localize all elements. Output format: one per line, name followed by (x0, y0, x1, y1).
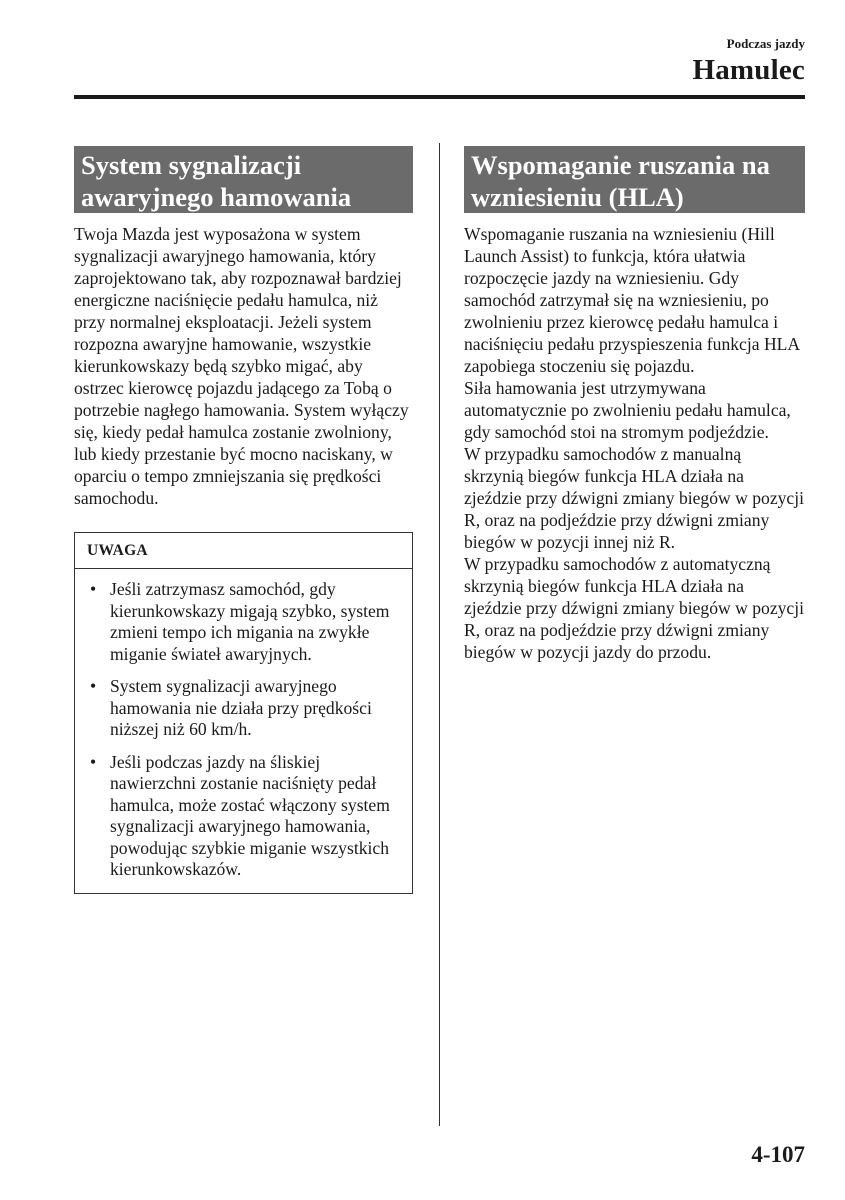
note-box (74, 532, 413, 894)
page-number: 4-107 (751, 1142, 805, 1167)
bullet-icon: • (90, 579, 97, 599)
note-item (87, 579, 400, 665)
body-paragraph: Wspomaganie ruszania na wzniesieniu (Hill Launch Assist) to funkcja, która ułatwia rozpoczęcie jazdy na wzniesieniu. Gdy samochód zatrzymał się na wzniesieniu, po zwolnieniu przez kierowcę pedału hamulca i naciśnięciu pedału przyspieszenia funkcja HLA zapobiega stoczeniu się pojazdu. (464, 224, 800, 376)
note-item-text: Jeśli zatrzymasz samochód, gdy kierunkowskazy migają szybko, system zmieni tempo ich migania na zwykłe miganie świateł awaryjnych. (110, 579, 390, 664)
heading-line: Wspomaganie ruszania na (471, 150, 770, 180)
note-list (75, 569, 412, 893)
bullet-icon: • (90, 676, 97, 696)
heading-line: System sygnalizacji (81, 150, 302, 180)
heading-emergency-brake-signal (74, 146, 413, 213)
body-paragraph: Siła hamowania jest utrzymywana automatycznie po zwolnieniu pedału hamulca, gdy samochód stoi na stromym podjeździe. (464, 378, 791, 442)
body-paragraph: W przypadku samochodów z manualną skrzynią biegów funkcja HLA działa na zjeździe przy dźwigni zmiany biegów w pozycji R, oraz na podjeździe przy dźwigni zmiany biegów w pozycji innej niż R. (464, 444, 805, 552)
note-item-text: Jeśli podczas jazdy na śliskiej nawierzchni zostanie naciśnięty pedał hamulca, może zostać włączony system sygnalizacji awaryjnego hamowania, powodując szybkie miganie wszystkich kierunkowskazów. (110, 751, 390, 879)
left-column (74, 146, 413, 894)
right-column (464, 146, 805, 663)
body-paragraph: W przypadku samochodów z automatyczną skrzynią biegów funkcja HLA działa na zjeździe przy dźwigni zmiany biegów w pozycji R, oraz na podjeździe przy dźwigni zmiany biegów w pozycji jazdy do przodu. (464, 554, 805, 662)
column-divider (439, 143, 440, 1126)
heading-line: awaryjnego hamowania (81, 182, 352, 212)
body-paragraph: Twoja Mazda jest wyposażona w system sygnalizacji awaryjnego hamowania, który zaprojektowano tak, aby rozpoznawał bardziej energiczne naciśnięcie pedału hamulca, niż przy normalnej eksploatacji. Jeżeli system rozpozna awaryjne hamowanie, wszystkie kierunkowskazy będą szybko migać, aby ostrzec kierowcę pojazdu jadącego za Tobą o potrzebie nagłego hamowania. System wyłączy się, kiedy pedał hamulca zostanie zwolniony, lub kiedy przestanie być mocno naciskany, w oparciu o tempo zmniejszania się prędkości samochodu. (74, 224, 409, 508)
note-item (87, 752, 400, 881)
section-label: Podczas jazdy (726, 36, 805, 51)
bullet-icon: • (90, 751, 97, 772)
header-rule (74, 95, 805, 99)
note-item-text: System sygnalizacji awaryjnego hamowania nie działa przy prędkości niższej niż 60 km/h. (110, 676, 372, 739)
page-title: Hamulec (692, 54, 805, 86)
heading-hill-launch-assist (464, 146, 805, 213)
note-item (87, 676, 400, 741)
note-title: UWAGA (75, 533, 412, 569)
heading-line: wzniesieniu (HLA) (471, 182, 684, 212)
